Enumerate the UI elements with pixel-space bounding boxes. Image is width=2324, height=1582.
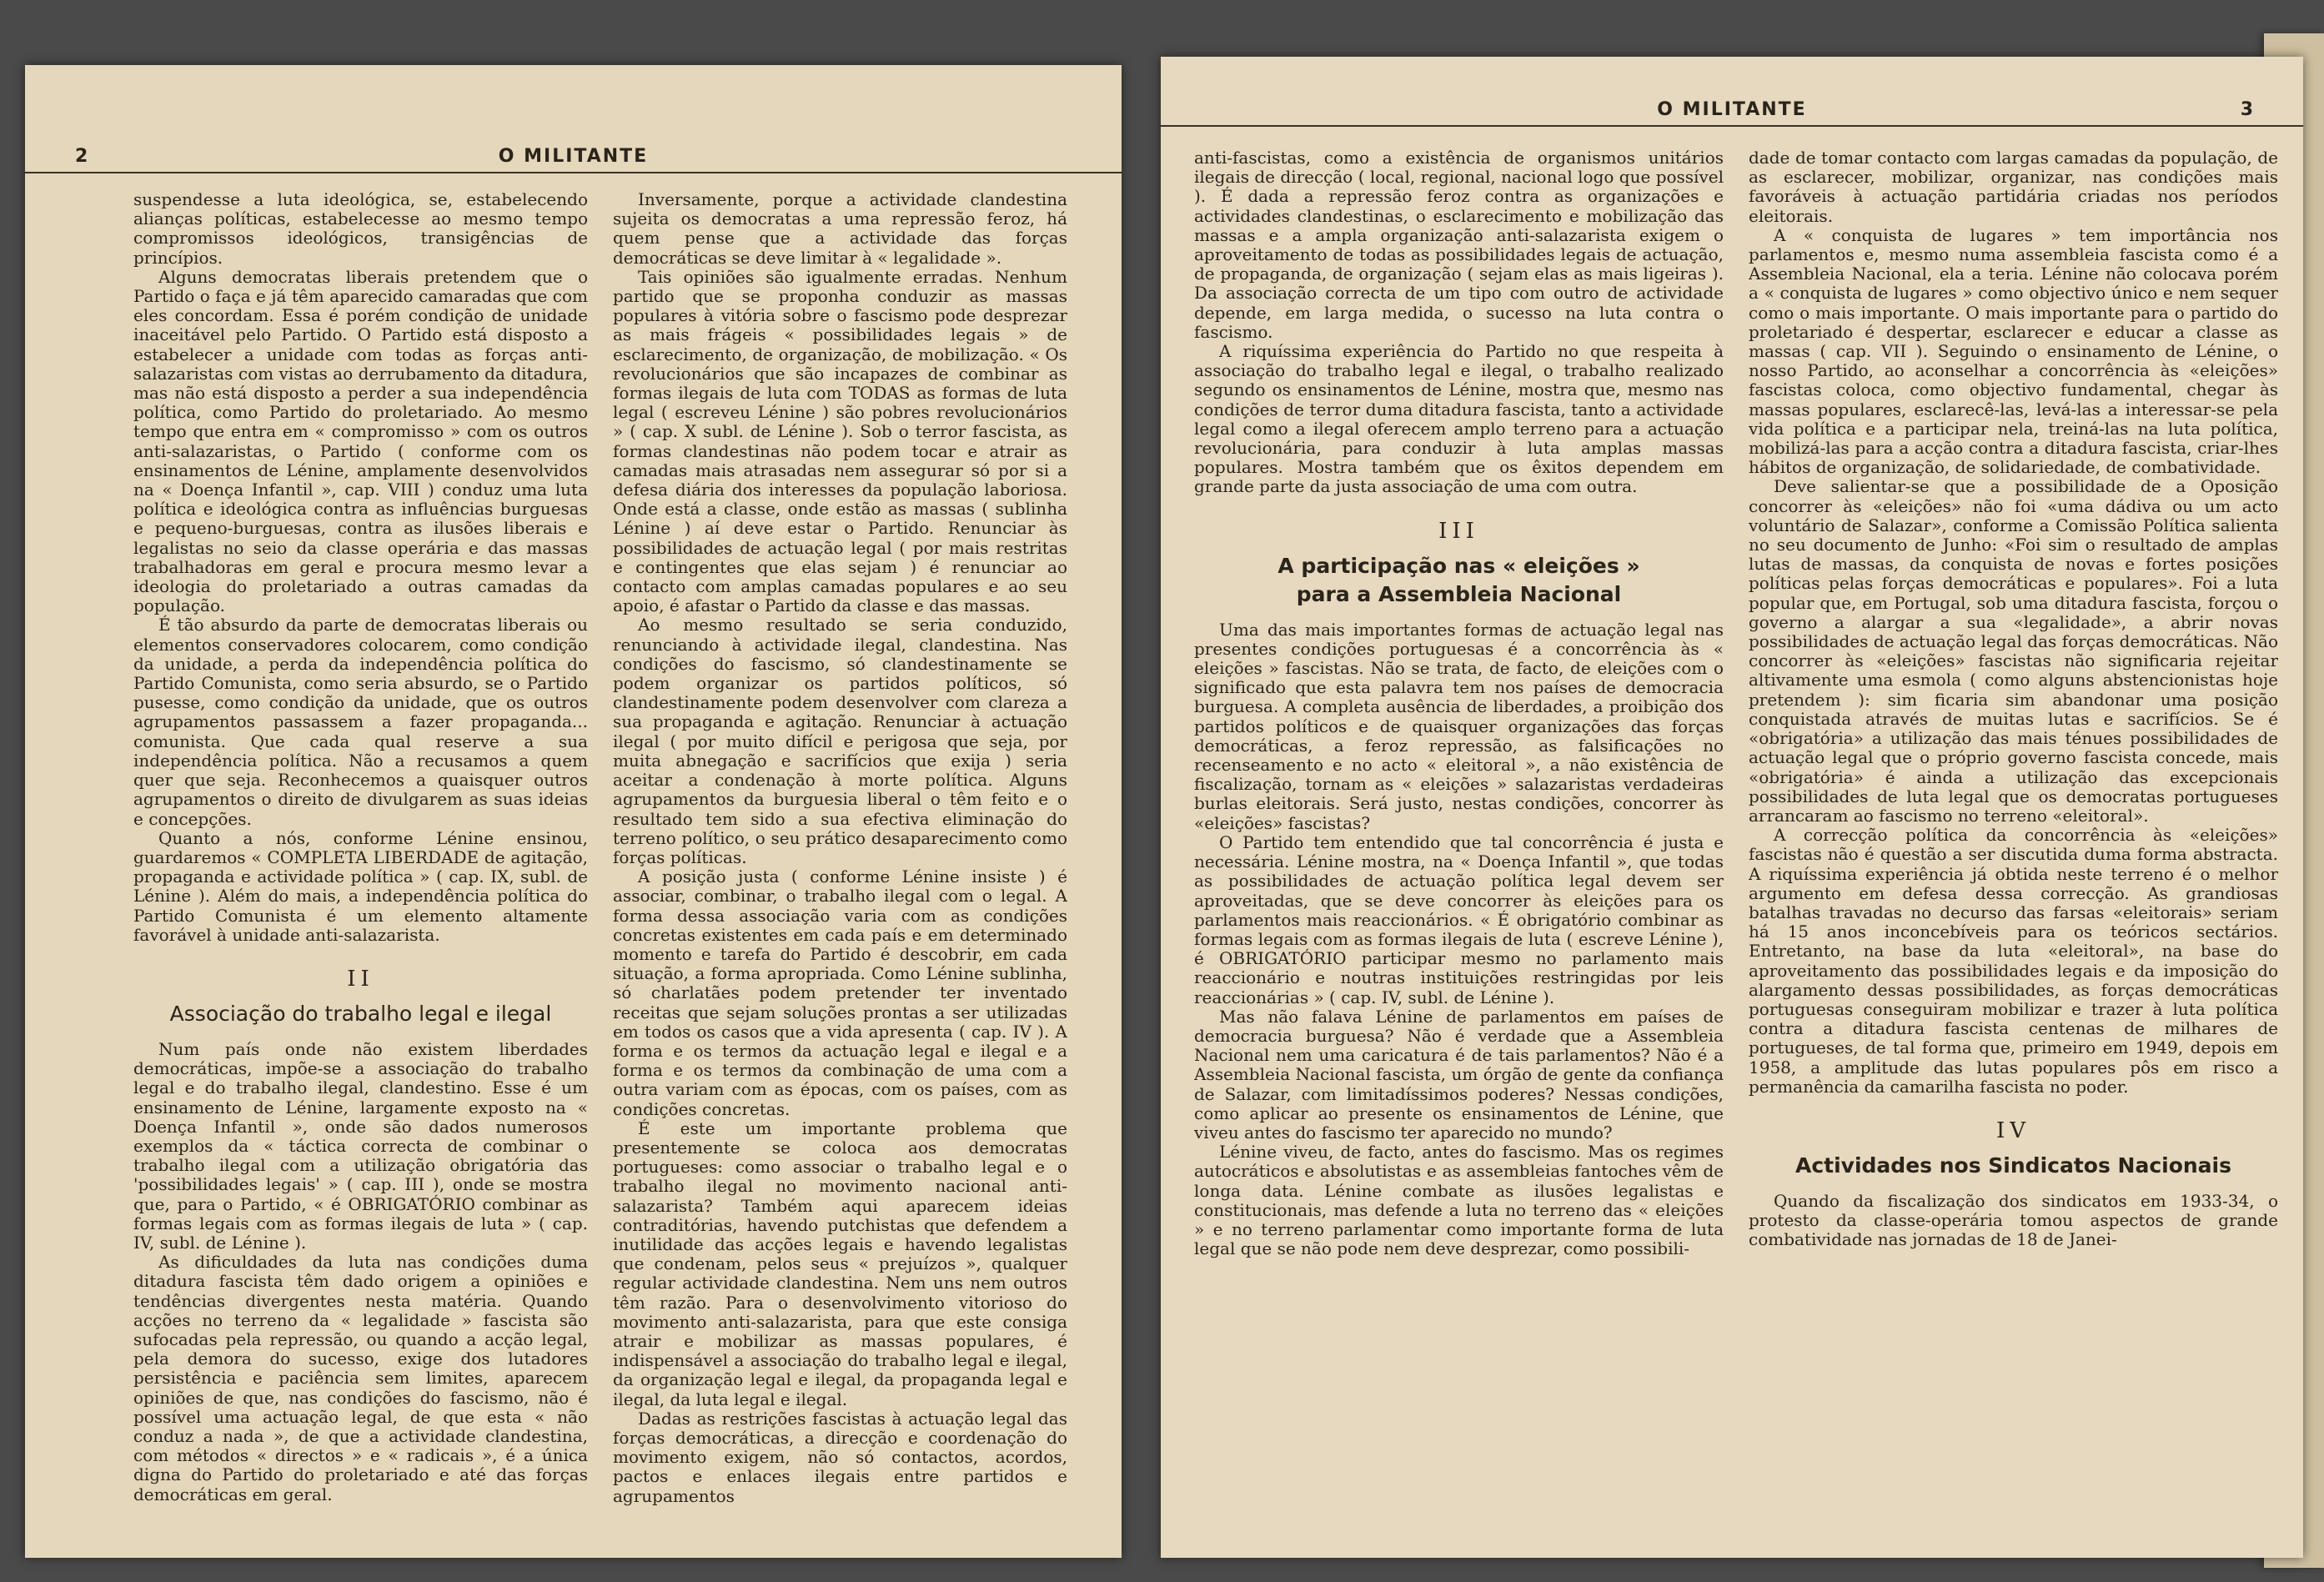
paragraph: As dificuldades da luta nas condições duma ditadura fascista têm dado origem a opiniões e tendências divergentes nesta matéria. Quando acções no terreno da « legalidade » fascista são sufocadas pela repressão, ou quando a acção legal, pela demora do sucesso, exige dos lutadores persistência e paciência sem limites, aparecem opiniões de que, nas condições do fascismo, não é possível uma actuação legal, de que esta « não conduz a nada », de que a actividade clandestina, com métodos « directos » e « radicais », é a única digna do Partido do proletariado e até das forças democráticas em geral.: [133, 1252, 588, 1504]
paragraph: A riquíssima experiência do Partido no que respeita à associação do trabalho legal e ilegal, o trabalho realizado segundo os ensinamentos de Lénine, mostra que, mesmo nas condições de terror duma ditadura fascista, tanto a actividade legal como a ilegal oferecem amplo terreno para a actuação revolucionária, para conduzir à luta amplas massas populares. Mostra também que os êxitos dependem em grande parte da justa associação de uma com outra.: [1194, 341, 1724, 497]
left-column-1: [133, 190, 588, 1533]
paragraph: Deve salientar-se que a possibilidade de a Oposição concorrer às «eleições» não foi «uma dádiva ou um acto voluntário de Salazar», conforme a Comissão Política salienta no seu documento de Junho: «Foi sim o resultado de amplas lutas de massas, da conquista de novas e fortes posições políticas pelas forças democráticas e populares». Foi a luta popular que, em Portugal, sob uma ditadura fascista, forçou o governo a alargar a sua «legalidade», a abrir novas possibilidades de actuação legal das forças democráticas. Não concorrer às «eleições» fascistas não significaria rejeitar altivamente uma esmola ( como alguns abstencionistas hoje pretendem ): sim ficaria sim abandonar uma posição conquistada através de muitas lutas e sacrifícios. Se é «obrigatória» a utilização das mais ténues possibilidades de actuação legal que o próprio governo fascista concede, mais «obrigatória» é ainda a utilização das excepcionais possibilidades de luta legal que os democratas portugueses arrancaram ao fascismo no terreno «eleitoral».: [1749, 476, 2278, 826]
paragraph: Ao mesmo resultado se seria conduzido, renunciando à actividade ilegal, clandestina. Nas condições do fascismo, só clandestinamente se podem organizar os partidos políticos, só clandestinamente podem desenvolver com clareza a sua propaganda e agitação. Renunciar à actuação ilegal ( por muito difícil e perigosa que seja, por muita abnegação e sacrifícios que exija ) seria aceitar a condenação à morte política. Alguns agrupamentos da burguesia liberal o têm feito e o resultado tem sido a sua efectiva eliminação do terreno político, o seu prático desaparecimento como forças políticas.: [613, 615, 1067, 867]
paragraph: O Partido tem entendido que tal concorrência é justa e necessária. Lénine mostra, na « Doença Infantil », que todas as possibilidades de actuação política legal devem ser aproveitadas, que se deve concorrer às eleições para os parlamentos mais reaccionários. « É obrigatório combinar as formas legais com as formas ilegais de luta ( escreve Lénine ), é OBRIGATÓRIO participar mesmo no parlamento mais reaccionário e noutras instituições restringidas por leis reaccionárias » ( cap. IV, subl. de Lénine ).: [1194, 831, 1724, 1007]
right-column-2: [1749, 148, 2278, 1533]
paragraph: anti-fascistas, como a existência de organismos unitários ilegais de direcção ( local, regional, nacional logo que possível ). É dada a repressão feroz contra as organizações e actividades clandestinas, o esclarecimento e mobilização das massas e a ampla organização anti-salazarista exigem o aproveitamento de todas as possibilidades legais de actuação, de propaganda, de organização ( sejam elas as mais ligeiras ). Da associação correcta de um tipo com outro de actividade depende, em larga medida, o sucesso na luta contra o fascismo.: [1194, 148, 1724, 342]
paragraph: Dadas as restrições fascistas à actuação legal das forças democráticas, a direcção e coordenação do movimento exigem, não só contactos, acordos, pactos e enlaces ilegais entre partidos e agrupamentos: [613, 1408, 1067, 1506]
section-numeral: III: [1438, 518, 1479, 544]
section-title-line-2: para a Assembleia Nacional: [1296, 581, 1622, 606]
paragraph: Mas não falava Lénine de parlamentos em países de democracia burguesa? Não é verdade que a Assembleia Nacional nem uma caricatura é de tais parlamentos? Não é a Assembleia Nacional fascista, um órgão de gente da confiança de Salazar, com limitadíssimos poderes? Nessas condições, como aplicar ao presente os ensinamentos de Lénine, que viveu antes do fascismo ter aparecido no mundo?: [1194, 1006, 1724, 1143]
paragraph: suspendesse a luta ideológica, se, estabelecendo alianças políticas, estabelecesse ao mesmo tempo compromissos ideológicos, transigências de princípios.: [133, 190, 588, 268]
paragraph: A « conquista de lugares » tem importância nos parlamentos e, mesmo numa assembleia fascista como é a Assembleia Nacional, ela a teria. Lénine não colocava porém a « conquista de lugares » como objectivo único e nem sequer como o mais importante. O mais importante para o partido do proletariado é despertar, esclarecer e educar a classe as massas ( cap. VII ). Seguindo o ensinamento de Lénine, o nosso Partido, ao aconselhar a concorrência às «eleições» fascistas coloca, como objectivo fundamental, chegar às massas populares, esclarecê-las, levá-las a interessar-se pela vida política e a participar nela, treiná-las na luta política, mobilizá-las para a acção contra a ditadura fascista, criar-lhes hábitos de organização, de solidariedade, de combatividade.: [1749, 224, 2278, 478]
paragraph: Quanto a nós, conforme Lénine ensinou, guardaremos « COMPLETA LIBERDADE de agitação, propaganda e actividade política » ( cap. IX, subl. de Lénine ). Além do mais, a independência política do Partido Comunista é um elemento altamente favorável à unidade anti-salazarista.: [133, 827, 588, 945]
section-title-line-1: A participação nas « eleições »: [1277, 553, 1640, 578]
left-page-number: 2: [75, 146, 88, 167]
left-page-header: [25, 137, 1122, 173]
paragraph: Num país onde não existem liberdades democráticas, impõe-se a associação do trabalho legal e do trabalho ilegal, clandestino. Esse é um ensinamento de Lénine, largamente exposto na « Doença Infantil », onde são dados numerosos exemplos da « táctica correcta de combinar o trabalho ilegal com a utilização obrigatória das 'possibilidades legais' » ( cap. III ), onde se mostra que, para o Partido, « é OBRIGATÓRIO combinar as formas legais com as formas ilegais de luta » ( cap. IV, subl. de Lénine ).: [133, 1038, 588, 1253]
right-page-title: O MILITANTE: [1657, 99, 1807, 120]
paragraph: É tão absurdo da parte de democratas liberais ou elementos conservadores colocarem, como condição da unidade, a perda da independência política do Partido Comunista, como seria absurdo, se o Partido pusesse, como condição da unidade, que os outros agrupamentos passassem a fazer propaganda... comunista. Que cada qual reserve a sua independência política. Não a recusamos a quem quer que seja. Reconhecemos a quaisquer outros agrupamentos o direito de divulgarem as suas ideias e concepções.: [133, 615, 588, 829]
paragraph: Inversamente, porque a actividade clandestina sujeita os democratas a uma repressão feroz, há quem pense que a actividade das forças democráticas se deve limitar à « legalidade ».: [613, 190, 1067, 268]
left-page: [25, 65, 1122, 1558]
right-page-number: 3: [2240, 99, 2253, 120]
section-title: Actividades nos Sindicatos Nacionais: [1794, 1153, 2232, 1178]
paragraph: Tais opiniões são igualmente erradas. Nenhum partido que se proponha conduzir as massas populares à vitória sobre o fascismo pode desprezar as mais frágeis « possibilidades legais » de esclarecimento, de organização, de mobilização. « Os revolucionários que são incapazes de combinar as formas ilegais de luta com TODAS as formas de luta legal ( escreveu Lénine ) são pobres revolucionários » ( cap. X subl. de Lénine ). Sob o terror fascista, as formas clandestinas não podem tocar e atrair as camadas mais atrasadas nem assegurar só por si a defesa diária dos interesses da população laboriosa. Onde está a classe, onde estão as massas ( sublinha Lénine ) aí deve estar o Partido. Renunciar às possibilidades de actuação legal ( por mais restritas e contingentes que elas sejam ) é renunciar ao contacto com amplas camadas populares e ao seu apoio, é afastar o Partido da classe e das massas.: [613, 266, 1067, 616]
right-page-columns: [1194, 148, 2278, 1533]
paragraph: Alguns democratas liberais pretendem que o Partido o faça e já têm aparecido camaradas que com eles concordam. Essa é porém condição de unidade inaceitável pelo Partido. O Partido está disposto a estabelecer a unidade com todas as forças anti-salazaristas com vistas ao derrubamento da ditadura, mas não está disposto a perder a sua independência política, como Partido do proletariado. Ao mesmo tempo que entra em « compromisso » com os outros anti-salazaristas, o Partido ( conforme com os ensinamentos de Lénine, amplamente desenvolvidos na « Doença Infantil », cap. VIII ) conduz uma luta política e ideológica contra as influências burguesas e pequeno-burguesas, contra as ilusões liberais e legalistas no seio da classe operária e das massas trabalhadoras em geral e procura mesmo levar a ideologia do proletariado a outras camadas da população.: [133, 266, 588, 616]
left-page-columns: [133, 190, 1067, 1533]
left-page-title: O MILITANTE: [498, 146, 649, 167]
section-title: [1194, 552, 1724, 609]
paragraph: Uma das mais importantes formas de actuação legal nas presentes condições portuguesas é a concorrência às « eleições » fascistas. Não se trata, de facto, de eleições com o significado que esta palavra tem nos países de democracia burguesa. A completa ausência de liberdades, a proibição dos partidos políticos e de quaisquer organizações das forças democráticas, a feroz repressão, as falsificações no recenseamento e no acto « eleitoral », a não existência de fiscalização, tornam as « eleições » salazaristas verdadeiras burlas eleitorais. Será justo, nestas condições, concorrer às «eleições» fascistas?: [1194, 619, 1724, 833]
paragraph: A posição justa ( conforme Lénine insiste ) é associar, combinar, o trabalho ilegal com o legal. A forma dessa associação varia com as condições concretas existentes em cada país e em determinado momento e tarefa do Partido é descobrir, em cada situação, a forma apropriada. Como Lénine sublinha, só charlatães podem pretender ter inventado receitas que sejam soluções prontas a ser utilizadas em todos os casos que a vida apresenta ( cap. IV ). A forma e os termos da actuação legal e ilegal e a forma e os termos da combinação de uma com a outra variam com as épocas, com os países, com as condições concretas.: [613, 866, 1067, 1119]
paragraph: dade de tomar contacto com largas camadas da população, de as esclarecer, mobilizar, organizar, nas condições mais favoráveis à actuação partidária criadas nos períodos eleitorais.: [1749, 148, 2278, 226]
paragraph: Lénine viveu, de facto, antes do fascismo. Mas os regimes autocráticos e absolutistas e as assembleias fantoches vêm de longa data. Lénine combate as ilusões legalistas e constitucionais, mas defende a luta no terreno das « eleições » e no terreno parlamentar como importante forma de luta legal que se não pode nem deve desprezar, como possibili-: [1194, 1142, 1724, 1259]
paragraph: A correcção política da concorrência às «eleições» fascistas não é questão a ser discutida duma forma abstracta. A riquíssima experiência já obtida neste terreno é o melhor argumento em defesa dessa correcção. As grandiosas batalhas travadas no decurso das farsas «eleitorais» seriam há 15 anos inconcebíveis para os teóricos sectários. Entretanto, na base da luta «eleitoral», na base do aproveitamento das possibilidades legais e da imposição do alargamento dessas possibilidades, as forças democráticas portuguesas conseguiram mobilizar e trazer à luta política contra a ditadura fascista centenas de milhares de portugueses, de tal forma que, primeiro em 1949, depois em 1958, a amplitude das lutas populares pôs em risco a permanência da camarilha fascista no poder.: [1749, 825, 2278, 1097]
right-page: [1161, 57, 2303, 1558]
right-column-1: [1194, 148, 1724, 1533]
section-title: Associação do trabalho legal e ilegal: [169, 1001, 552, 1026]
paragraph: É este um importante problema que presentemente se coloca aos democratas portugueses: como associar o trabalho legal e o trabalho ilegal no movimento nacional anti-salazarista? Também aqui aparecem ideias contraditórias, havendo putchistas que defendem a inutilidade das acções legais e havendo legalistas que condenam, pelos seus « prejuízos », qualquer regular actividade clandestina. Nem uns nem outros têm razão. Para o desenvolvimento vitorioso do movimento anti-salazarista, para que este consiga atrair e mobilizar as massas populares, é indispensável a associação do trabalho legal e ilegal, da organização legal e ilegal, da propaganda legal e ilegal, da luta legal e ilegal.: [613, 1117, 1067, 1409]
paragraph: Quando da fiscalização dos sindicatos em 1933-34, o protesto da classe-operária tomou aspectos de grande combatividade nas jornadas de 18 de Janei-: [1749, 1190, 2278, 1250]
section-numeral: II: [347, 966, 374, 992]
section-numeral: IV: [1995, 1117, 2031, 1143]
right-page-header: [1161, 90, 2303, 127]
left-column-2: [613, 190, 1067, 1533]
